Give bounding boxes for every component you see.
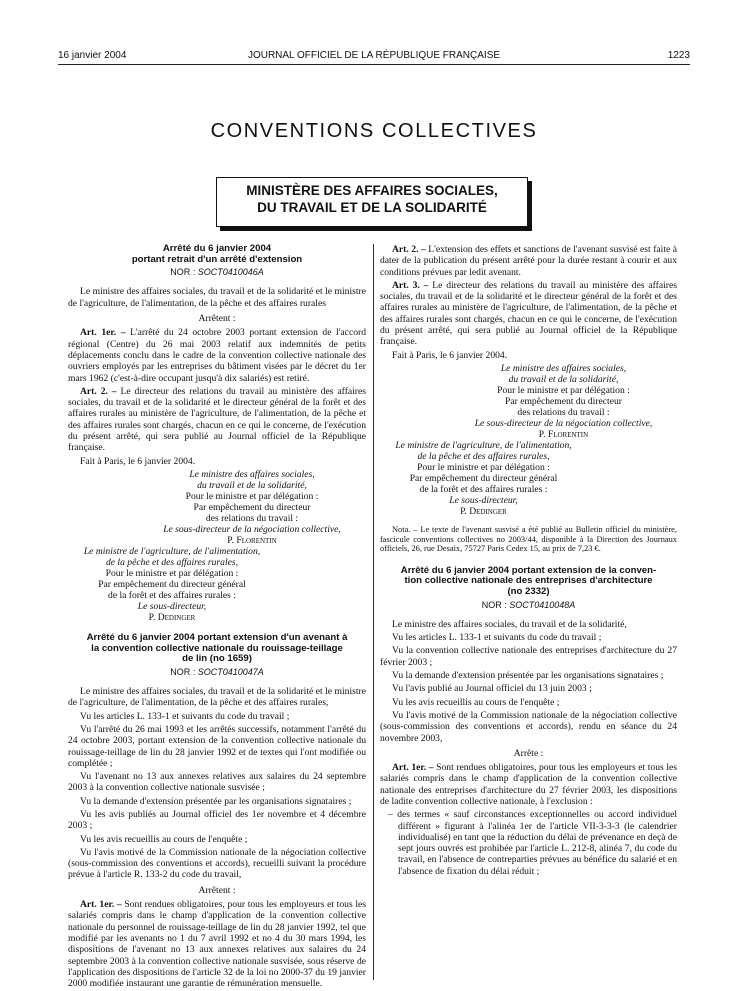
arrete-3-exclusion-item: – des termes « sauf circonstances exceptionnelles ou accord individuel différent » figurant à l'alinéa 1er de l'article VII-3-3-3 (le calendrier individualisé) en tant que la réduction du délai de prévenance en deçà de sept jours ouvrés est prohibée par l'article L. 212-8, alinéa 7, du code du travail, en l'absence de contreparties prévues au bénéfice du salarié et en l'absence de fixation du délai réduit ;	[388, 809, 677, 877]
arrete-1-art1	[68, 327, 366, 383]
signature-line: Le ministre de l'agriculture, de l'alimentation,	[395, 439, 572, 451]
arrete-2-title-line3: de lin (no 1659)	[182, 653, 252, 665]
arrete-1-fait: Fait à Paris, le 6 janvier 2004.	[80, 455, 196, 467]
arrete-3-nor	[380, 600, 677, 611]
right-column	[380, 244, 677, 879]
arrete-2-art1	[68, 899, 366, 989]
article-text: L'extension des effets et sanctions de l'avenant susvisé est faite à dater de la publication du présent arrêté pour la durée restant à courir et aux conditions prévues par ledit avenant.	[380, 244, 677, 278]
ministry-line-1: MINISTÈRE DES AFFAIRES SOCIALES,	[246, 183, 498, 198]
arrete-2-visa: Vu les avis publiés au Journal officiel des 1er novembre et 4 décembre 2003 ;	[68, 808, 366, 832]
signature-line: des relations du travail :	[205, 512, 299, 524]
article-label: Art. 2. –	[80, 385, 117, 397]
arrete-2-art3	[380, 280, 677, 348]
arrete-2-arretent: Arrêtent :	[198, 884, 236, 896]
article-text: Le directeur des relations du travail au ministère des affaires sociales, du travail et de la solidarité et le directeur général de la forêt et des affaires rurales au ministère de l'agriculture, de l'alimentation, de la pêche et des affaires rurales sont chargés, chacun en ce qui le concerne, de l'exécution du présent arrêté, qui sera publié au Journal officiel de la République française.	[380, 279, 677, 348]
signature-line: du travail et de la solidarité,	[197, 479, 307, 491]
article-label: Art. 1er. –	[80, 327, 126, 339]
arrete-3-title-line2: tion collective nationale des entreprises d'architecture	[404, 575, 653, 587]
arrete-3-visa: Vu la convention collective nationale des entreprises d'architecture du 27 février 2003 ;	[380, 645, 677, 668]
arrete-2-nor	[68, 667, 366, 678]
arrete-2-visa: Vu l'avenant no 13 aux annexes relatives aux salaires du 24 septembre 2003 à la convention collective nationale susvisée ;	[68, 771, 366, 794]
article-label: Art. 1er. –	[392, 762, 434, 774]
article-label: Art. 1er. –	[80, 899, 122, 911]
arrete-1-signature-2	[68, 546, 276, 623]
arrete-1-title-line1: Arrêté du 6 janvier 2004	[162, 243, 272, 254]
nor-code: SOCT0410046A	[197, 267, 264, 278]
arrete-2-fait: Fait à Paris, le 6 janvier 2004.	[392, 349, 508, 361]
signature-line: de la forêt et des affaires rurales :	[108, 589, 236, 601]
arrete-2-art2	[380, 244, 677, 278]
signature-line: de la forêt et des affaires rurales :	[419, 483, 548, 495]
signatory-name: P. Dedinger	[460, 505, 507, 517]
article-text: L'arrêté du 24 octobre 2003 portant extension de l'accord régional (Centre) du 26 mai 2003 relatif aux indemnités de petits déplacements conclu dans le cadre de la convention collective nationale des ouvriers employés par les entreprises du bâtiment visées par le décret du 1er mars 1962 (c'est-à-dire occupant jusqu'à dix salariés) est retiré.	[68, 327, 366, 384]
arrete-1-signature-1	[138, 469, 366, 546]
signature-line: Pour le ministre et par délégation :	[185, 490, 319, 502]
arrete-3-art1	[380, 762, 677, 807]
arrete-2-visa: Vu l'arrêté du 26 mai 1993 et les arrêtés successifs, notamment l'arrêté du 24 octobre 2003, portant extension de la convention collective nationale du rouissage-teillage de lin du 28 janvier 1992 et de textes qui l'ont modifiée ou complétée ;	[68, 723, 366, 769]
arrete-3-visa: Le ministre des affaires sociales, du travail et de la solidarité,	[392, 618, 627, 630]
left-column	[68, 244, 366, 991]
arrete-2-visa: Le ministre des affaires sociales, du travail et de la solidarité et le ministre de l'agriculture, de l'alimentation, de la pêche et des affaires rurales,	[68, 686, 366, 709]
signature-line: Le ministre de l'agriculture, de l'alimentation,	[83, 545, 261, 557]
arrete-2-visa: Vu la demande d'extension présentée par les organisations signataires ;	[80, 795, 352, 807]
section-title: CONVENTIONS COLLECTIVES	[210, 120, 538, 142]
signature-line: Pour le ministre et par délégation :	[105, 567, 239, 579]
arrete-2-signature-1	[450, 363, 677, 440]
arrete-3-visa: Vu l'avis publié au Journal officiel du 13 juin 2003 ;	[392, 683, 592, 695]
arrete-3-visa: Vu l'avis motivé de la Commission nationale de la négociation collective (sous-commission des conventions et accords), rendu en séance du 24 novembre 2003,	[380, 709, 677, 744]
nor-code: SOCT0410048A	[509, 599, 576, 610]
arrete-3-title-line1: Arrêté du 6 janvier 2004 portant extension de la conven-	[400, 564, 657, 576]
article-label: Art. 3. –	[392, 279, 429, 291]
arrete-1-intro: Le ministre des affaires sociales, du travail et de la solidarité et le ministre de l'agriculture, de l'alimentation, de la pêche et des affaires rurales	[68, 286, 366, 309]
signature-line: de la pêche et des affaires rurales,	[105, 556, 239, 568]
signature-line: Pour le ministre et par délégation :	[417, 461, 550, 473]
article-label: Art. 2. –	[392, 244, 426, 255]
header-page-number: 1223	[667, 50, 690, 61]
column-divider	[373, 244, 374, 980]
signature-line: Le sous-directeur de la négociation collective,	[163, 523, 341, 535]
page-header	[58, 48, 690, 65]
ministry-line-2: DU TRAVAIL ET DE LA SOLIDARITÉ	[257, 200, 487, 215]
arrete-2-visa: Vu l'avis motivé de la Commission nationale de la négociation collective (sous-commission des conventions et accords), recueilli suivant la procédure prévue à l'article R. 133-2 du code du travail,	[68, 846, 366, 881]
arrete-2-title	[68, 633, 366, 665]
signature-line: Pour le ministre et par délégation :	[497, 384, 630, 396]
signature-line: du travail et de la solidarité,	[508, 373, 619, 385]
signature-line: Le ministre des affaires sociales,	[189, 468, 315, 480]
arrete-1-title-line2: portant retrait d'un arrêté d'extension	[131, 253, 303, 265]
arrete-1-title	[68, 244, 366, 265]
nor-label: NOR :	[170, 267, 198, 278]
signature-line: Par empêchement du directeur général	[409, 472, 558, 484]
arrete-2-title-line1: Arrêté du 6 janvier 2004 portant extension d'un avenant à	[86, 631, 348, 643]
signatory-name: P. Florentin	[538, 428, 589, 440]
arrete-3-visa: Vu les articles L. 133-1 et suivants du code du travail ;	[392, 632, 602, 644]
nor-label: NOR :	[170, 666, 198, 677]
arrete-1-art2	[68, 386, 366, 454]
arrete-1-arretent: Arrêtent :	[198, 313, 236, 325]
arrete-3-title-line3: (no 2332)	[507, 585, 550, 597]
nor-label: NOR :	[481, 599, 510, 610]
arrete-3-arrete: Arrête :	[513, 747, 544, 759]
arrete-3-visa: Vu la demande d'extension présentée par les organisations signataires ;	[392, 670, 664, 682]
arrete-2-title-line2: la convention collective nationale du rouissage-teillage	[91, 642, 343, 654]
arrete-3-visa: Vu les avis recueillis au cours de l'enquête ;	[392, 696, 560, 708]
article-text: Le directeur des relations du travail au ministère des affaires sociales, du travail et de la solidarité et le directeur général de la forêt et des affaires rurales au ministère de l'agriculture, de l'alimentation, de la pêche et des affaires rurales sont chargés, chacun en ce qui le concerne, de l'exécution du présent arrêté, qui sera publié au Journal officiel de la République française.	[68, 385, 366, 454]
signature-line: Par empêchement du directeur	[193, 501, 311, 513]
signature-line: Le ministre des affaires sociales,	[500, 362, 627, 374]
signature-line: des relations du travail :	[517, 406, 610, 418]
signatory-name: P. Florentin	[227, 534, 277, 546]
arrete-2-visa: Vu les articles L. 133-1 et suivants du code du travail ;	[80, 710, 290, 722]
arrete-1-nor	[68, 267, 366, 278]
arrete-2-signature-2	[380, 440, 587, 517]
signature-line: Par empêchement du directeur	[505, 395, 622, 407]
header-date: 16 janvier 2004	[58, 50, 127, 61]
signature-line: Par empêchement du directeur général	[98, 578, 246, 590]
signatory-name: P. Dedinger	[148, 611, 196, 623]
article-text: Sont rendues obligatoires, pour tous les employeurs et tous les salariés compris dans le champ d'application de la convention collective nationale des entreprises d'architecture du 27 février 2003, les dispositions de ladite convention collective nationale, à l'exclusion :	[380, 762, 677, 807]
arrete-3-title	[380, 566, 677, 598]
arrete-2-nota: Nota. – Le texte de l'avenant susvisé a été publié au Bulletin officiel du ministère, fascicule conventions collectives no 2003/44, disponible à la Direction des Journaux officiels, 26, rue Desaix, 75727 Paris Cedex 15, au prix de 7,23 €.	[380, 524, 677, 554]
header-journal-title: JOURNAL OFFICIEL DE LA RÉPUBLIQUE FRANÇAISE	[247, 50, 501, 61]
signature-line: de la pêche et des affaires rurales,	[417, 450, 550, 462]
signature-line: Le sous-directeur,	[449, 494, 518, 506]
nor-code: SOCT0410047A	[197, 666, 264, 677]
arrete-2-visa: Vu les avis recueillis au cours de l'enquête ;	[80, 833, 248, 845]
ministry-box	[216, 177, 528, 227]
article-text: Sont rendues obligatoires, pour tous les employeurs et tous les salariés compris dans le champ d'application de la convention collective nationale du personnel de rouissage-teillage de lin du 28 janvier 1992, tel que modifié par les avenants no 1 du 7 avril 1992 et no 4 du 30 mars 1994, les dispositions de l'avenant no 13 aux annexes relatives aux salaires du 24 septembre 2003 à la convention collective nationale susvisée, sous réserve de l'application des dispositions de l'article 32 de la loi no 2000-37 du 19 janvier 2000 modifiée instaurant une garantie de rémunération mensuelle.	[68, 899, 366, 990]
signature-line: Le sous-directeur,	[137, 600, 207, 612]
signature-line: Le sous-directeur de la négociation collective,	[474, 417, 653, 429]
